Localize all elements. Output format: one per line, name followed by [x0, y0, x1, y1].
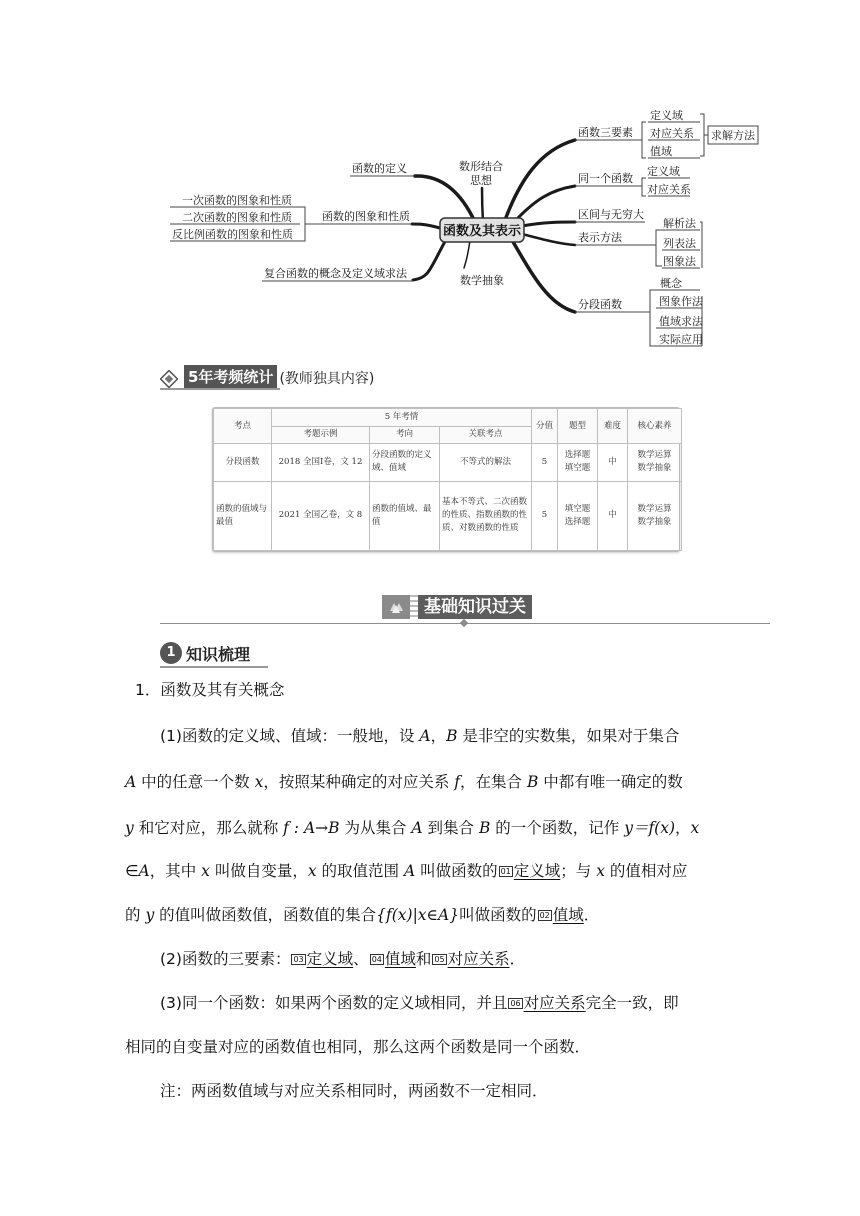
- cell-direction: 函数的值域、最值: [370, 481, 440, 550]
- branch-bottom: [464, 240, 470, 268]
- paragraph-line: ∈A，其中 x 叫做自变量，x 的取值范围 A 叫做函数的 01 定义域；与 x 的值相对应: [125, 862, 688, 880]
- branch-three-elements: [505, 140, 575, 220]
- node-same-correspondence: 对应关系: [647, 183, 691, 196]
- node-table-method: 列表法: [663, 237, 696, 250]
- cell-literacy: 数学运算 数学抽象: [628, 481, 682, 550]
- node-analytic: 解析法: [663, 217, 696, 230]
- paragraph-line: (2)函数的三要素： 03 定义域、 04 值域和 05 对应关系．: [160, 950, 526, 968]
- node-quadratic: 二次函数的图象和性质: [182, 211, 292, 224]
- stats-subtitle: (教师独具内容): [279, 371, 375, 387]
- blank-tag: 03: [293, 955, 304, 964]
- cell-difficulty: 中: [598, 481, 628, 550]
- th-point: 考点: [214, 409, 272, 444]
- node-top-line2: 思想: [470, 174, 492, 187]
- paragraph-line: A 中的任意一个数 x，按照某种确定的对应关系 f，在集合 B 中都有唯一确定的数: [125, 773, 683, 791]
- sub-underline: [160, 666, 268, 668]
- branch-graph: [412, 224, 440, 228]
- node-application: 实际应用: [659, 333, 703, 346]
- th-direction: 考向: [370, 426, 440, 444]
- blank-answer: 值域: [552, 906, 584, 924]
- cell-example: 2021 全国乙卷，文 8: [272, 481, 370, 550]
- blank-tag: 01: [500, 867, 511, 876]
- cell-difficulty: 中: [598, 444, 628, 481]
- note: 注：两函数值域与对应关系相同时，两函数不一定相同．: [160, 1082, 548, 1100]
- cell-point: 函数的值域与最值: [214, 481, 272, 550]
- branch-piecewise: [512, 240, 575, 312]
- branch-top: [482, 188, 483, 222]
- branch-interval: [522, 222, 575, 226]
- blank-tag: 02: [539, 911, 550, 920]
- diamond-icon: [160, 370, 178, 388]
- branch-composite: [413, 236, 448, 280]
- cell-related: 基本不等式、二次函数的性质、指数函数的性质、对数函数的性质: [440, 481, 532, 550]
- sub-title: 知识梳理: [186, 644, 251, 664]
- th-five-year: 5 年考情: [272, 409, 532, 427]
- cell-direction: 分段函数的定义域、值域: [370, 444, 440, 481]
- heading-1: 1．函数及其有关概念: [135, 681, 285, 699]
- th-example: 考题示例: [272, 426, 370, 444]
- paragraph-line: (3)同一个函数：如果两个函数的定义域相同，并且 06 对应关系完全一致，即: [160, 994, 679, 1012]
- node-piecewise: 分段函数: [578, 298, 622, 311]
- cell-related: 不等式的解法: [440, 444, 532, 481]
- node-same-domain: 定义域: [647, 165, 680, 178]
- cell-score: 5: [532, 481, 558, 550]
- node-range: 值域: [650, 145, 672, 158]
- blank-answer: 对应关系: [523, 994, 586, 1012]
- table-row: [214, 481, 682, 550]
- stats-table: [212, 407, 680, 552]
- divider-knob: [460, 619, 468, 627]
- node-graphing: 图象作法: [659, 295, 703, 308]
- blank-answer: 定义域: [306, 950, 354, 968]
- table-row: [214, 444, 682, 481]
- node-graph-method: 图象法: [663, 255, 696, 268]
- th-literacy: 核心素养: [628, 409, 682, 444]
- node-interval: 区间与无穷大: [578, 208, 644, 221]
- stats-title: 5年考频统计: [184, 365, 277, 388]
- branch-same-function: [515, 186, 575, 221]
- node-graph-properties: 函数的图象和性质: [322, 210, 410, 223]
- blank-tag: 05: [434, 955, 445, 964]
- paragraph-line: 相同的自变量对应的函数值也相同，那么这两个函数是同一个函数．: [125, 1038, 591, 1056]
- blank-tag: 04: [371, 955, 382, 964]
- th-type: 题型: [558, 409, 598, 444]
- center-node: 函数及其表示: [442, 224, 522, 239]
- cell-point: 分段函数: [214, 444, 272, 481]
- sub-number: 1: [160, 642, 182, 664]
- node-linear: 一次函数的图象和性质: [182, 194, 292, 207]
- triangles-icon: [382, 595, 410, 619]
- node-correspondence: 对应关系: [650, 127, 694, 140]
- th-score: 分值: [532, 409, 558, 444]
- branch-representation: [522, 234, 575, 245]
- banner-dots: [410, 595, 418, 619]
- cell-type: 选择题 填空题: [558, 444, 598, 481]
- blank-tag: 06: [510, 999, 521, 1008]
- th-related: 关联考点: [440, 426, 532, 444]
- blank-answer: 对应关系: [447, 950, 510, 968]
- blank-answer: 定义域: [513, 862, 561, 880]
- cell-score: 5: [532, 444, 558, 481]
- mind-map: [0, 0, 860, 360]
- node-range-finding: 值域求法: [659, 315, 703, 328]
- sub-heading: [160, 640, 250, 666]
- node-same-function: 同一个函数: [578, 172, 633, 185]
- node-representation: 表示方法: [578, 231, 622, 244]
- branch-definition: [415, 176, 475, 222]
- paragraph-line: y 和它对应，那么就称 f : A→B 为从集合 A 到集合 B 的一个函数，记作 y＝f(x)，x: [125, 819, 700, 837]
- node-three-elements: 函数三要素: [578, 126, 633, 139]
- cell-literacy: 数学运算 数学抽象: [628, 444, 682, 481]
- node-definition: 函数的定义: [352, 162, 407, 175]
- node-domain: 定义域: [650, 109, 683, 122]
- stats-underline: [160, 388, 280, 390]
- section-title: 基础知识过关: [418, 595, 532, 619]
- node-bottom: 数学抽象: [460, 274, 504, 287]
- paragraph-line: (1)函数的定义域、值域：一般地，设 A，B 是非空的实数集，如果对于集合: [160, 727, 680, 745]
- blank-answer: 值域: [384, 950, 416, 968]
- th-difficulty: 难度: [598, 409, 628, 444]
- node-composite: 复合函数的概念及定义域求法: [264, 267, 407, 280]
- section-banner: [382, 594, 532, 620]
- node-solving-methods: 求解方法: [711, 129, 755, 142]
- cell-type: 填空题 选择题: [558, 481, 598, 550]
- paragraph-line: 的 y 的值叫做函数值，函数值的集合{f(x)|x∈A}叫做函数的 02 值域．: [125, 906, 600, 924]
- node-inverse: 反比例函数的图象和性质: [172, 228, 293, 241]
- node-top-line1: 数形结合: [459, 160, 503, 173]
- node-concept: 概念: [660, 277, 682, 290]
- cell-example: 2018 全国Ⅰ卷，文 12: [272, 444, 370, 481]
- stats-heading: [160, 366, 374, 388]
- mind-map-diagram: [0, 0, 860, 360]
